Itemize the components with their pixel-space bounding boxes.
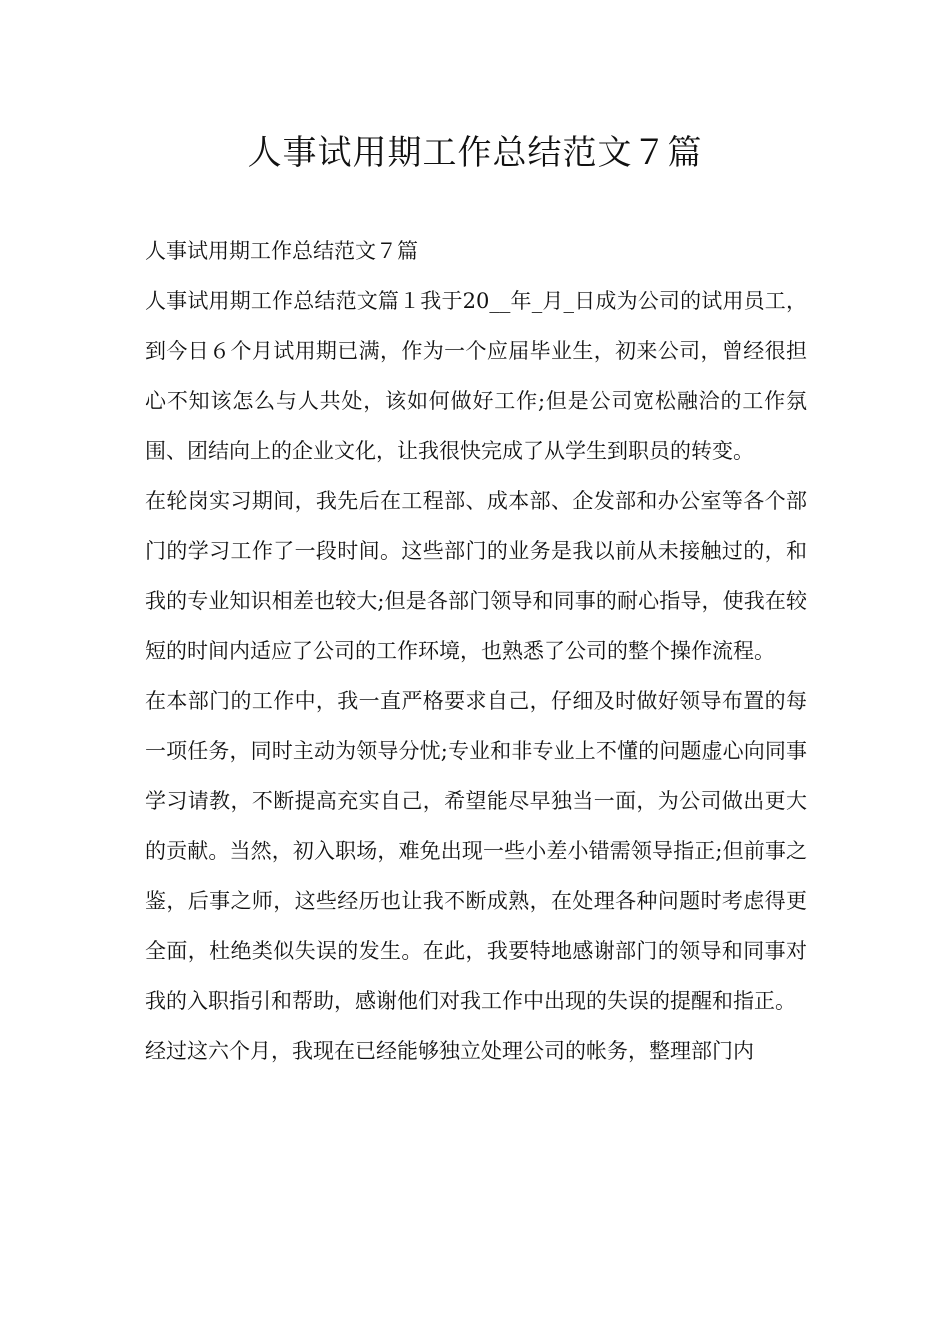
paragraph-3: 在本部门的工作中，我一直严格要求自己，仔细及时做好领导布置的每一项任务，同时主动为领导分忧;专业和非专业上不懂的问题虚心向同事学习请教，不断提高充实自己，希望能尽早独当一面，为公司做出更大的贡献。当然，初入职场，难免出现一些小差小错需领导指正;但前事之鉴，后事之师，这些经历也让我不断成熟，在处理各种问题时考虑得更全面，杜绝类似失误的发生。在此，我要特地感谢部门的领导和同事对我的入职指引和帮助，感谢他们对我工作中出现的失误的提醒和指正。 [145,689,807,1013]
paragraph-2: 在轮岗实习期间，我先后在工程部、成本部、企发部和办公室等各个部门的学习工作了一段时间。这些部门的业务是我以前从未接触过的，和我的专业知识相差也较大;但是各部门领导和同事的耐心指导，使我在较短的时间内适应了公司的工作环境，也熟悉了公司的整个操作流程。 [145,489,807,663]
paragraph-4: 经过这六个月，我现在已经能够独立处理公司的帐务，整理部门内 [145,1039,754,1063]
paragraph-1: 人事试用期工作总结范文篇１我于20__年_月_日成为公司的试用员工，到今日６个月试用期已满，作为一个应届毕业生，初来公司，曾经很担心不知该怎么与人共处，该如何做好工作;但是公司宽松融洽的工作氛围、团结向上的企业文化，让我很快完成了从学生到职员的转变。 [145,289,807,463]
document-title: 人事试用期工作总结范文７篇 [247,133,703,173]
document-subtitle: 人事试用期工作总结范文７篇 [145,239,418,263]
document-body [145,226,807,1076]
